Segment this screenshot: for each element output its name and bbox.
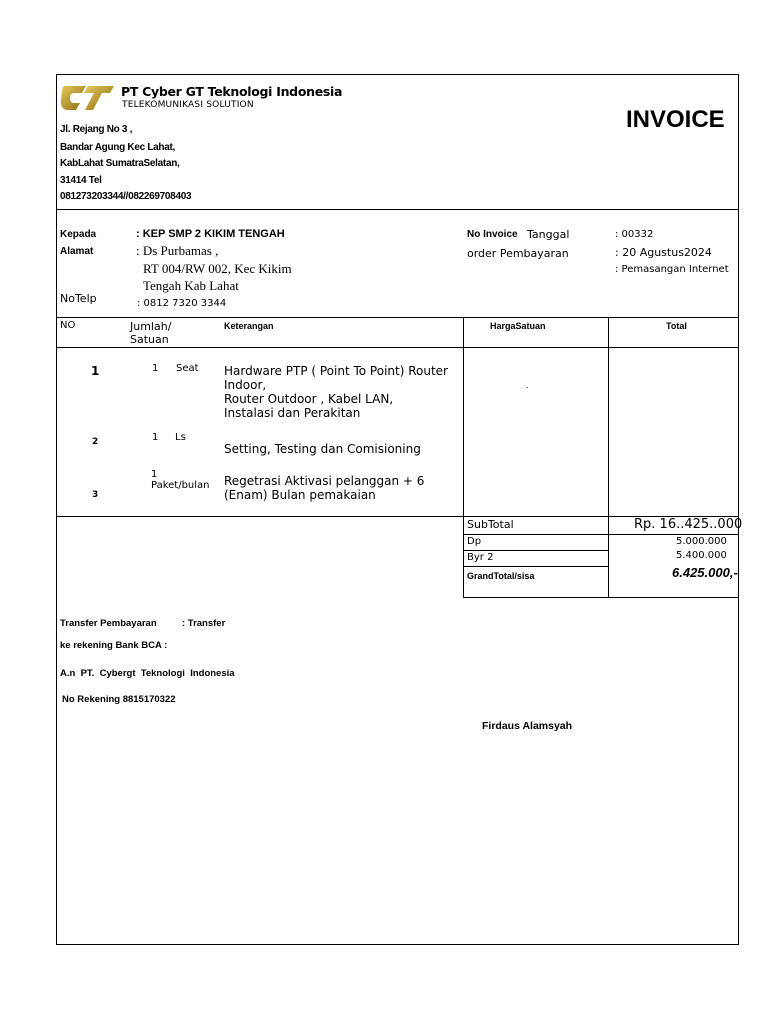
row-2-qty: 1 xyxy=(152,432,159,443)
row-3-description: Regetrasi Aktivasi pelanggan + 6 (Enam) Bulan pemakaian xyxy=(224,474,425,502)
dp-label: Dp xyxy=(467,536,482,547)
transfer-label: Transfer Pembayaran xyxy=(60,618,157,629)
row-1-no: 1 xyxy=(91,364,100,378)
invoice-no-label: No Invoice xyxy=(467,229,518,240)
byr-value: 5.400.000 xyxy=(676,550,727,561)
company-tagline: TELEKOMUNIKASI SOLUTION xyxy=(122,100,254,110)
to-value: : KEP SMP 2 KIKIM TENGAH xyxy=(136,228,285,240)
row-3-unit: Paket/bulan xyxy=(151,480,210,491)
row-1-description: Hardware PTP ( Point To Point) Router Indoor, Router Outdoor , Kabel LAN, Instalasi dan Perakitan xyxy=(224,364,448,420)
company-address-line-2: Bandar Agung Kec Lahat, xyxy=(60,142,175,153)
row-3-qty: 1 xyxy=(151,469,158,480)
row-1-qty: 1 xyxy=(152,363,159,374)
totals-line-1 xyxy=(463,534,739,535)
row-2-no: 2 xyxy=(92,437,99,447)
header-qty: Jumlah/ Satuan xyxy=(130,320,172,346)
row-2-description: Setting, Testing dan Comisioning xyxy=(224,442,421,456)
header-total: Total xyxy=(666,321,687,331)
price-mark: . xyxy=(526,380,529,390)
totals-bottom-line xyxy=(463,597,739,598)
row-1-unit: Seat xyxy=(176,363,199,374)
subtotal-label: SubTotal xyxy=(467,518,514,531)
address-line-1: : Ds Purbamas , xyxy=(136,243,219,258)
table-top-line xyxy=(56,317,739,318)
address-line-2: RT 004/RW 002, Kec Kikim xyxy=(143,261,292,276)
account-name: A.n PT. Cybergt Teknologi Indonesia xyxy=(60,668,235,679)
price-column-divider xyxy=(463,317,464,598)
header-divider xyxy=(56,209,739,210)
address-label: Alamat xyxy=(60,246,94,257)
date-label: Tanggal xyxy=(527,228,570,241)
company-address-line-4: 31414 Tel xyxy=(60,175,102,186)
phone-value: : 0812 7320 3344 xyxy=(137,298,227,309)
header-no: NO xyxy=(60,320,76,331)
order-value: : Pemasangan Internet xyxy=(615,264,729,275)
account-number: No Rekening 8815170322 xyxy=(62,694,176,705)
grand-total-label: GrandTotal/sisa xyxy=(467,571,535,581)
header-unit-price: HargaSatuan xyxy=(490,321,546,331)
row-3-no: 3 xyxy=(92,490,99,500)
address-line-3: Tengah Kab Lahat xyxy=(143,278,239,293)
transfer-value: : Transfer xyxy=(182,618,226,629)
total-column-divider xyxy=(608,317,609,598)
totals-line-2 xyxy=(463,550,608,551)
date-value: : 20 Agustus2024 xyxy=(615,246,712,259)
to-label: Kepada xyxy=(60,229,97,240)
bank-line: ke rekening Bank BCA : xyxy=(60,640,168,651)
invoice-title: INVOICE xyxy=(626,106,725,133)
phone-label: NoTelp xyxy=(60,292,97,305)
totals-line-3 xyxy=(463,566,608,567)
company-phone: 081273203344//082269708403 xyxy=(60,191,192,202)
row-2-unit: Ls xyxy=(175,432,186,443)
table-header-line xyxy=(56,347,739,348)
company-address-line-1: Jl. Rejang No 3 , xyxy=(60,124,133,135)
header-description: Keterangan xyxy=(224,321,274,331)
signatory-name: Firdaus Alamsyah xyxy=(482,720,573,732)
order-label: order Pembayaran xyxy=(467,247,569,260)
grand-total-value: 6.425.000,- xyxy=(672,565,738,580)
company-name: PT Cyber GT Teknologi Indonesia xyxy=(121,84,343,99)
company-logo xyxy=(60,82,116,114)
dp-value: 5.000.000 xyxy=(676,536,727,547)
subtotal-value: Rp. 16..425..000 xyxy=(634,517,743,532)
company-address-line-3: KabLahat SumatraSelatan, xyxy=(60,158,180,169)
invoice-no-value: : 00332 xyxy=(615,229,654,240)
byr-label: Byr 2 xyxy=(467,552,494,563)
